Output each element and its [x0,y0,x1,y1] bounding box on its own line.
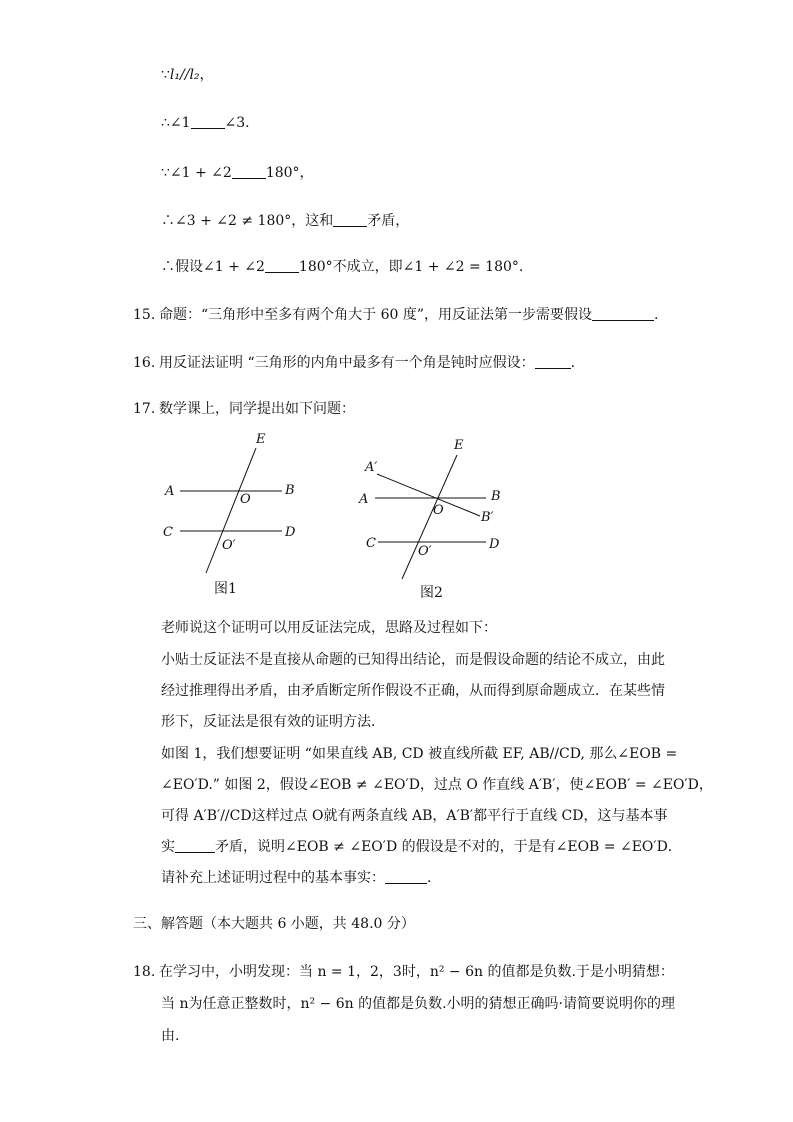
question-end: . [570,355,576,371]
figure-2-caption: 图2 [420,585,443,601]
label-c: C [163,525,173,540]
proof-line-2-pre: ∴∠1 [161,115,191,131]
label-c: C [366,536,376,551]
tip-line-3: 形下，反证法是很有效的证明方法． [161,714,385,730]
proof-line-2-post: ∠3. [224,115,250,131]
question-end: . [654,307,659,323]
proof-para-1: 如图 1，我们想要证明 “如果直线 AB, CD 被直线所截 EF, AB//CD, 那么∠EOB = [161,746,678,762]
label-e: E [454,438,464,453]
proof-line-1-post: ， [199,67,214,83]
proof-para-5 [161,867,431,887]
tip-line-2: 经过推理得出矛盾，由矛盾断定所作假设不正确，从而得到原命题成立．在某些情 [161,683,665,699]
line-a-prime-b-prime [377,474,480,516]
proof-para-4-end: 矛盾，说明∠EOB ≠ ∠EO′D 的假设是不对的，于是有∠EOB = ∠EO′D． [215,839,682,855]
proof-line-5-post: 180°不成立，即∠1 + ∠2 = 180°. [298,259,524,275]
question-18 [133,961,674,981]
proof-line-3-post: 180°， [265,165,314,181]
proof-line-3-pre: ∵∠1 + ∠2 [161,165,232,181]
question-number: 17. [133,401,156,417]
label-b: B [285,483,295,498]
proof-line-5-pre: ∴假设∠1 + ∠2 [161,259,265,275]
question-text-line-1: 在学习中，小明发现：当 n = 1，2，3时，n² − 6n 的值都是负数.于是小明猜想： [159,964,674,980]
question-text-line-2: 当 n为任意正整数时，n² − 6n 的值都是负数.小明的猜想正确吗·请简要说明你的理 [161,996,675,1012]
label-o-prime: O′ [418,544,432,559]
teacher-note: 老师说这个证明可以用反证法完成，思路及过程如下： [161,620,497,636]
label-a-prime: A′ [365,460,378,475]
label-a: A [359,492,369,507]
proof-para-5-text: 请补充上述证明过程中的基本事实： [161,870,385,886]
label-b-prime: B′ [481,510,494,525]
line-ef [402,455,457,579]
answer-blank[interactable] [175,838,215,853]
label-b: B [491,489,501,504]
proof-line-1-math: l₁//l₂ [169,67,200,83]
tip-line-1: 小贴士反证法不是直接从命题的已知得出结论，而是假设命题的结论不成立，由此 [161,652,665,668]
question-number: 15. [133,307,156,323]
proof-line-4-pre: ∴∠3 + ∠2 ≠ 180°，这和 [161,213,334,229]
question-number: 16. [133,355,156,371]
question-text: 命题：“三角形中至多有两个角大于 60 度”，用反证法第一步需要假设 [159,307,593,323]
label-d: D [489,537,500,552]
label-o: O [240,492,251,507]
question-text: 用反证法证明 “三角形的内角中最多有一个角是钝时应假设： [159,355,535,371]
question-text: 数学课上，同学提出如下问题： [159,401,355,417]
proof-line-4-post: 矛盾， [367,213,410,229]
label-d: D [285,525,296,540]
proof-line-1-pre: ∵ [161,67,170,83]
figure-1-caption: 图1 [214,581,237,597]
proof-para-4 [161,836,682,856]
question-text-line-3: 由. [161,1028,180,1044]
question-number: 18. [133,964,156,980]
label-e: E [256,432,266,447]
proof-para-4-start: 实 [161,839,175,855]
proof-para-5-end: . [427,870,432,886]
section-heading: 三、解答题（本大题共 6 小题，共 48.0 分） [133,916,415,932]
answer-blank[interactable] [385,869,427,884]
label-o: O [433,503,444,518]
proof-para-2: ∠EO′D.” 如图 2，假设∠EOB ≠ ∠EO′D，过点 O 作直线 A′B′，使∠EOB′ = ∠EO′D， [161,777,713,793]
proof-para-3: 可得 A′B′//CD这样过点 O就有两条直线 AB，A′B′都平行于直线 CD，这与基本事 [161,808,668,824]
label-a: A [165,484,175,499]
label-o-prime: O′ [222,538,236,553]
